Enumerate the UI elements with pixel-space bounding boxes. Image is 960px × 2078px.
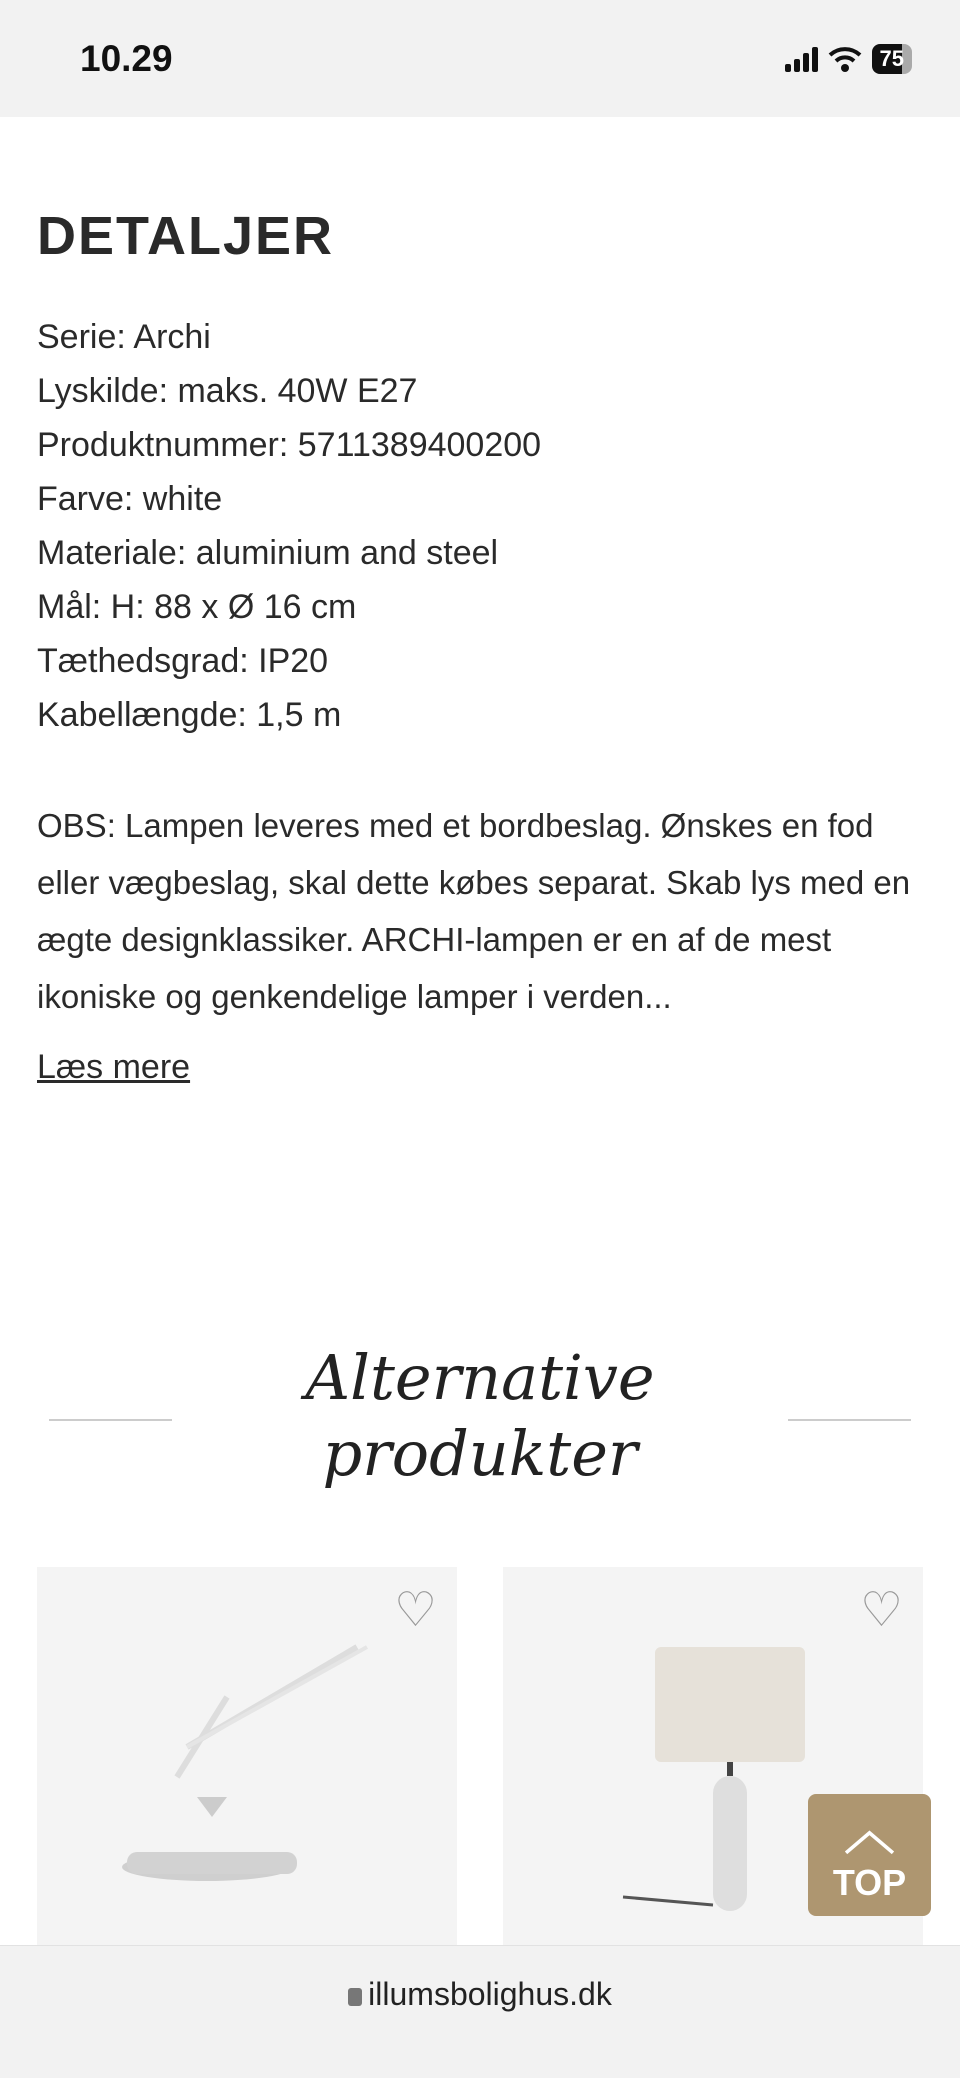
heart-icon[interactable]: ♡: [859, 1584, 903, 1637]
read-more-link[interactable]: Læs mere: [37, 1048, 191, 1086]
battery-icon: 75: [872, 44, 912, 74]
url-text[interactable]: illumsbolighus.dk: [368, 1976, 612, 2012]
signal-icon: [785, 46, 818, 72]
heart-icon[interactable]: ♡: [393, 1584, 437, 1637]
top-label: TOP: [832, 1862, 907, 1903]
spec-item: Produktnummer: 5711389400200: [37, 426, 542, 464]
spec-item: Farve: white: [37, 480, 223, 518]
spec-item: Lyskilde: maks. 40W E27: [37, 372, 418, 410]
heading-line: Alternative: [305, 1341, 655, 1414]
alternatives-heading: [0, 1340, 960, 1492]
spec-item: Kabellængde: 1,5 m: [37, 696, 342, 734]
product-card[interactable]: [37, 1567, 457, 1967]
spec-item: Materiale: aluminium and steel: [37, 534, 499, 572]
description-text: OBS: Lampen leveres med et bordbeslag. Ønskes en fod eller vægbeslag, skal dette købes separat. Skab lys med en ægte designklassiker. ARCHI-lampen er en af de mest ikoniske og genkendelige lamper i verden...: [37, 807, 911, 1015]
spec-item: Serie: Archi: [37, 318, 211, 356]
status-bar: [0, 0, 960, 117]
scroll-to-top-button[interactable]: [808, 1794, 931, 1916]
chevron-up-icon: ︿: [844, 1804, 895, 1860]
lock-icon: [348, 1988, 362, 2006]
clock: 10.29: [80, 38, 173, 79]
details-heading: DETALJER: [37, 206, 335, 266]
spec-item: Mål: H: 88 x Ø 16 cm: [37, 588, 357, 626]
spec-list: [37, 310, 541, 742]
browser-address-bar[interactable]: [0, 1945, 960, 2078]
heading-line: produkter: [322, 1417, 638, 1490]
wifi-icon: [828, 46, 862, 72]
spec-item: Tæthedsgrad: IP20: [37, 642, 329, 680]
